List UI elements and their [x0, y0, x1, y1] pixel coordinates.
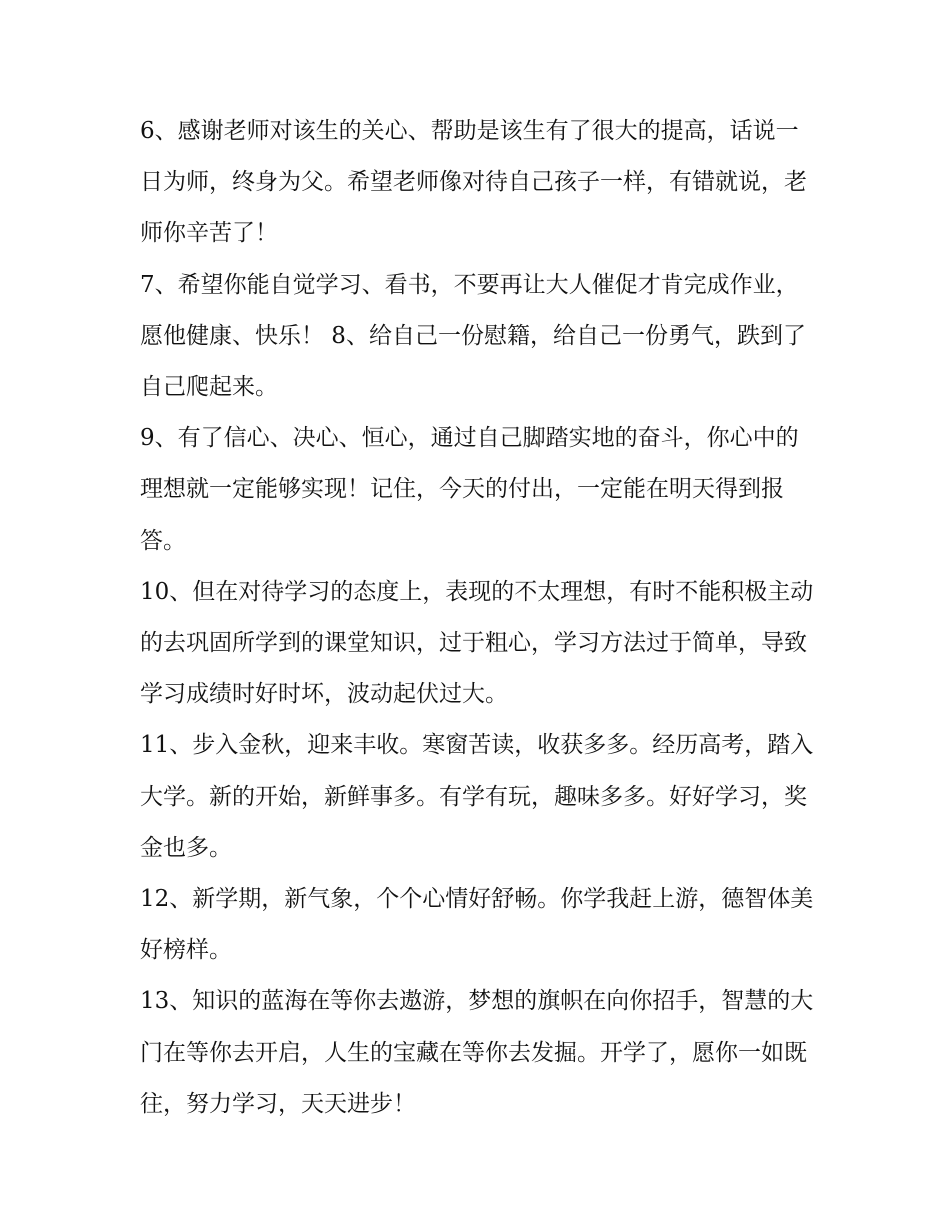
paragraph-11: 11、步入金秋，迎来丰收。寒窗苦读，收获多多。经历高考，踏入大学。新的开始，新鲜事多。有学有玩，趣味多多。好好学习，奖金也多。: [140, 732, 814, 861]
paragraph-6: 6、感谢老师对该生的关心、帮助是该生有了很大的提高，话说一日为师，终身为父。希望老师像对待自己孩子一样，有错就说，老师你辛苦了！: [140, 118, 807, 247]
paragraph-7-8: 7、希望你能自觉学习、看书，不要再让大人催促才肯完成作业，愿他健康、快乐！ 8、给自己一份慰籍，给自己一份勇气，跌到了自己爬起来。: [140, 271, 806, 401]
paragraph-12: 12、新学期，新气象，个个心情好舒畅。你学我赶上游，德智体美好榜样。: [140, 886, 814, 964]
paragraph-9: 9、有了信心、决心、恒心，通过自己脚踏实地的奋斗，你心中的理想就一定能够实现！记住，今天的付出，一定能在明天得到报答。: [140, 425, 799, 554]
paragraph-10: 10、但在对待学习的态度上，表现的不太理想，有时不能积极主动的去巩固所学到的课堂知识，过于粗心，学习方法过于简单，导致学习成绩时好时坏，波动起伏过大。: [140, 578, 814, 708]
paragraph-13: 13、知识的蓝海在等你去遨游，梦想的旗帜在向你招手，智慧的大门在等你去开启，人生的宝藏在等你去发掘。开学了，愿你一如既往，努力学习，天天进步！: [140, 988, 814, 1117]
